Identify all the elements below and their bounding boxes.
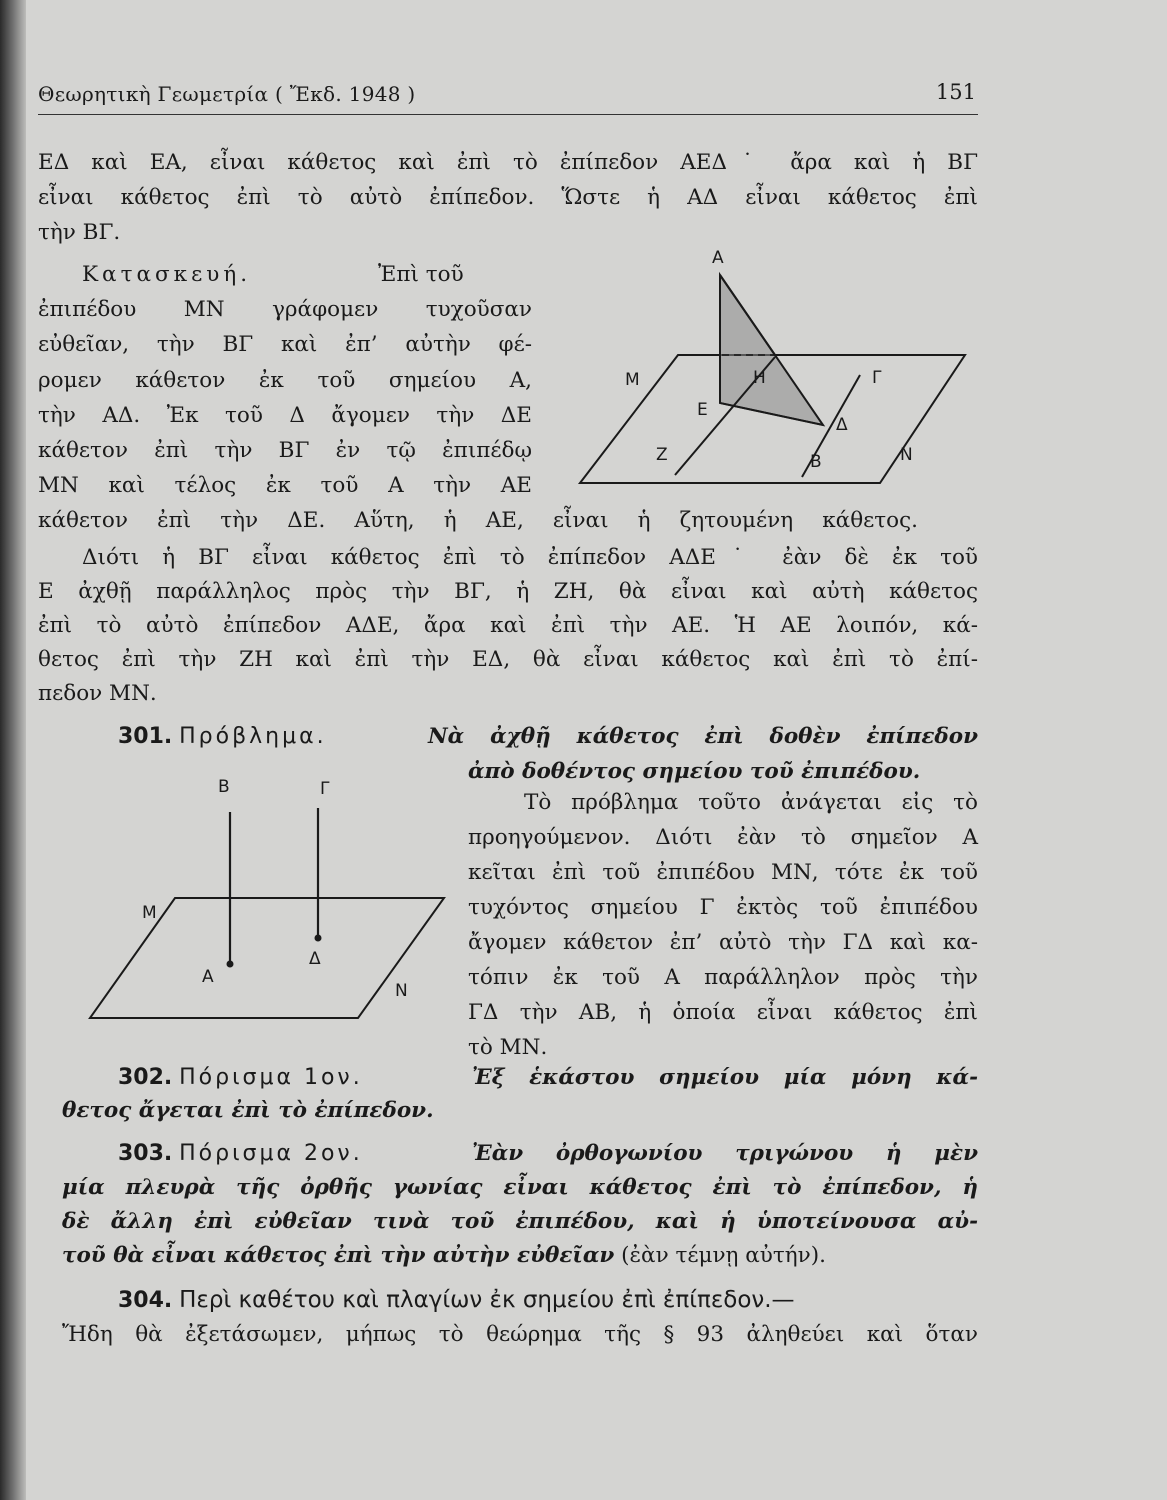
figure-perpendicular-from-point [80,770,460,1030]
problem-statement: Νὰ ἀχθῇ κάθετος ἐπὶ δοθὲν ἐπίπεδον [428,724,978,749]
corollary-text: μία πλευρὰ τῆς ὀρθῆς γωνίας εἶναι κάθετος ἐπὶ τὸ ἐπίπεδον, ἡ [62,1175,978,1200]
section-304-text: Ἤδη θὰ ἐξετάσωμεν, μήπως τὸ θεώρημα τῆς § 93 ἀληθεύει καὶ ὅταν [62,1322,978,1347]
construction-line: ἐπιπέδου ΜΝ γράφομεν τυχοῦσαν [38,297,532,322]
intro-line: τὴν ΒΓ. [38,220,121,245]
proof-line: θετος ἐπὶ τὴν ΖΗ καὶ ἐπὶ τὴν ΕΔ, θὰ εἶναι κάθετος καὶ ἐπὶ τὸ ἐπί- [38,647,978,672]
construction-line: ΜΝ καὶ τέλος ἐκ τοῦ Α τὴν ΑΕ [38,473,532,498]
construction-line: εὐθεῖαν, τὴν ΒΓ καὶ ἐπ’ αὐτὴν φέ- [38,332,532,357]
section-label: Πόρισμα 1ον. [179,1065,363,1090]
point-d [315,935,322,942]
label-a: Α [712,248,724,268]
section-label: Πρόβλημα. [179,724,327,749]
page-number: 151 [935,80,976,104]
corollary-text [62,1239,826,1272]
label-e: Ε [697,400,708,420]
problem-statement: ἀπὸ δοθέντος σημείου τοῦ ἐπιπέδου. [468,759,921,784]
construction-line: κάθετον ἐπὶ τὴν ΒΓ ἐν τῷ ἐπιπέδῳ [38,438,532,463]
construction-line: ρομεν κάθετον ἐκ τοῦ σημείου Α, [38,368,532,393]
label-g: Γ [320,779,330,799]
proof-line: Διότι ἡ ΒΓ εἶναι κάθετος ἐπὶ τὸ ἐπίπεδον ΑΔΕ˙ ἐὰν δὲ ἐκ τοῦ [82,545,978,570]
running-header [38,80,978,115]
problem-line: κεῖται ἐπὶ τοῦ ἐπιπέδου ΜΝ, τότε ἐκ τοῦ [468,860,978,885]
section-label: Πόρισμα 2ον. [179,1141,363,1166]
book-title: Θεωρητικὴ Γεωμετρία ( Ἔκδ. 1948 ) [38,82,416,106]
section-303-heading [118,1137,363,1170]
intro-line: ΕΔ καὶ ΕΑ, εἶναι κάθετος καὶ ἐπὶ τὸ ἐπίπεδον ΑΕΔ˙ ἄρα καὶ ἡ ΒΓ [38,150,978,175]
corollary-text: θετος ἄγεται ἐπὶ τὸ ἐπίπεδον. [62,1098,434,1123]
section-301-heading [118,720,327,753]
problem-line: ΓΔ τὴν ΑΒ, ἡ ὁποία εἶναι κάθετος ἐπὶ [468,1000,978,1025]
label-b: Β [218,777,230,797]
problem-line: προηγούμενον. Διότι ἐὰν τὸ σημεῖον Α [468,825,978,850]
problem-line: τυχόντος σημείου Γ ἐκτὸς τοῦ ἐπιπέδου [468,895,978,920]
label-n: Ν [395,981,408,1001]
problem-line: τόπιν ἐκ τοῦ Α παράλληλον πρὸς τὴν [468,965,978,990]
section-number: 301. [118,724,173,749]
construction-line: τὴν ΑΔ. Ἐκ τοῦ Δ ἄγομεν τὴν ΔΕ [38,403,532,428]
label-g: Γ [872,368,882,388]
label-d: Δ [836,415,848,435]
corollary-text: δὲ ἄλλη ἐπὶ εὐθεῖαν τινὰ τοῦ ἐπιπέδου, καὶ ἡ ὑποτείνουσα αὐ- [62,1209,978,1234]
label-m: Μ [625,370,640,390]
book-spine-shadow [0,0,26,1500]
label-h: Η [753,368,766,388]
section-302-heading [118,1061,363,1094]
label-d: Δ [309,949,321,969]
problem-line: ἄγομεν κάθετον ἐπ’ αὐτὸ τὴν ΓΔ καὶ κα- [468,930,978,955]
section-number: 302. [118,1065,173,1090]
section-number: 304. [118,1288,173,1313]
proof-line: Ε ἀχθῇ παράλληλος πρὸς τὴν ΒΓ, ἡ ΖΗ, θὰ εἶναι καὶ αὐτὴ κάθετος [38,579,978,604]
label-m: Μ [142,903,157,923]
construction-heading: Κατασκευή. [82,262,252,287]
point-a [227,961,234,968]
label-b: Β [810,452,822,472]
corollary-text: Ἐὰν ὀρθογωνίου τριγώνου ἡ μὲν [472,1141,978,1166]
construction-line: κάθετον ἐπὶ τὴν ΔΕ. Αὕτη, ἡ ΑΕ, εἶναι ἡ ζητουμένη κάθετος. [38,508,918,533]
problem-line: Τὸ πρόβλημα τοῦτο ἀνάγεται εἰς τὸ [524,790,978,815]
intro-line: εἶναι κάθετος ἐπὶ τὸ αὐτὸ ἐπίπεδον. Ὥστε ἡ ΑΔ εἶναι κάθετος ἐπὶ [38,185,978,210]
section-title: Περὶ καθέτου καὶ πλαγίων ἐκ σημείου ἐπὶ ἐπίπεδον.— [179,1287,795,1313]
construction-line: Ἐπὶ τοῦ [378,262,464,287]
proof-line: πεδον ΜΝ. [38,681,157,706]
label-a: Α [202,967,214,987]
corollary-text: Ἐξ ἑκάστου σημείου μία μόνη κά- [472,1065,978,1090]
corollary-emphasis: τοῦ θὰ εἶναι κάθετος ἐπὶ τὴν αὐτὴν εὐθεῖαν [62,1243,615,1268]
section-304-heading [118,1284,795,1317]
label-z: Ζ [656,445,668,465]
figure-perpendicular-construction [570,245,970,495]
section-number: 303. [118,1141,173,1166]
label-n: Ν [900,445,913,465]
corollary-tail: (ἐὰν τέμνῃ αὐτήν). [621,1243,826,1268]
problem-line: τὸ ΜΝ. [468,1035,548,1060]
proof-line: ἐπὶ τὸ αὐτὸ ἐπίπεδον ΑΔΕ, ἄρα καὶ ἐπὶ τὴν ΑΕ. Ἡ ΑΕ λοιπόν, κά- [38,613,978,638]
